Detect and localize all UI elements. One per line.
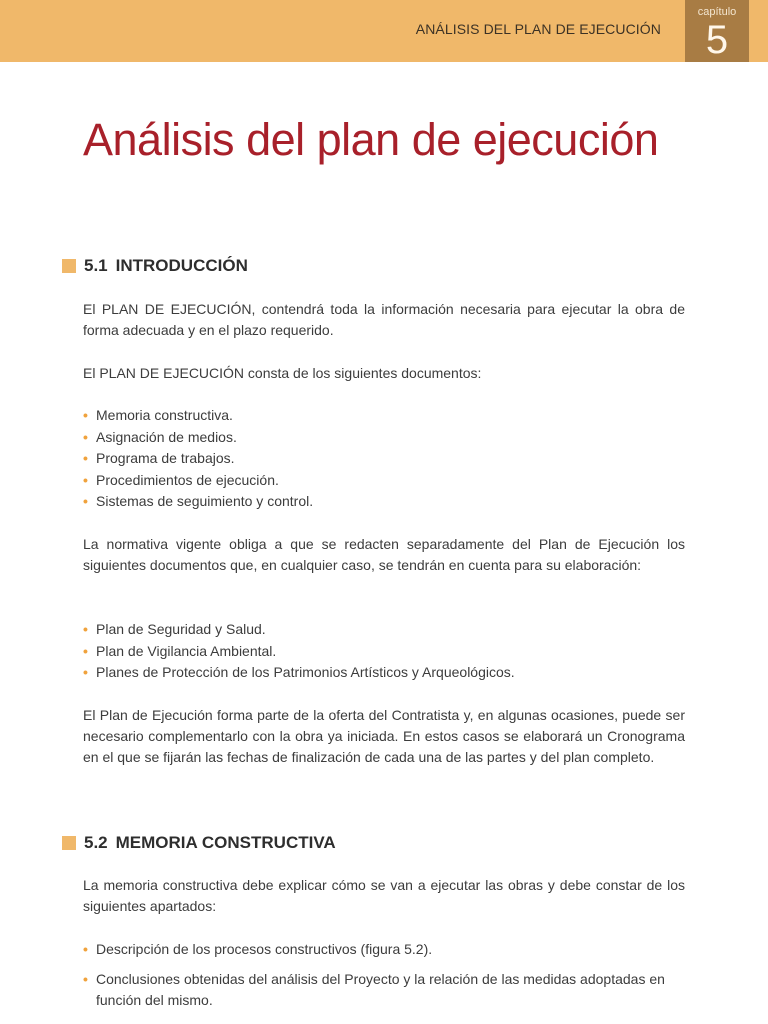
bullet-icon: • — [83, 407, 88, 423]
section-heading-introduccion — [62, 256, 248, 276]
list-item: • Planes de Protección de los Patrimonios Artísticos y Arqueológicos. — [83, 662, 685, 684]
chapter-tab — [685, 0, 749, 62]
bullet-icon: • — [83, 428, 88, 445]
header-bar — [0, 0, 768, 62]
paragraph: La normativa vigente obliga a que se redacten separadamente del Plan de Ejecución los siguientes documentos que, en cualquier caso, se tendrán en cuenta para su elaboración: — [83, 536, 685, 574]
bullet-icon: • — [83, 664, 88, 680]
bullet-icon: • — [83, 621, 88, 637]
list-item: • Sistemas de seguimiento y control. — [83, 491, 685, 513]
paragraph: La memoria constructiva debe explicar cómo se van a ejecutar las obras y debe constar de los siguientes apartados: — [83, 877, 685, 915]
bullet-list-memoria — [83, 939, 685, 1020]
list-item: • Descripción de los procesos constructivos (figura 5.2). — [83, 939, 685, 960]
list-item: • Procedimientos de ejecución. — [83, 470, 685, 492]
list-item: • Plan de Seguridad y Salud. — [83, 619, 685, 641]
chapter-number: 5 — [705, 18, 729, 62]
paragraph: El PLAN DE EJECUCIÓN, contendrá toda la información necesaria para ejecutar la obra de forma adecuada y en el plazo requerido. — [83, 301, 685, 339]
paragraph: El PLAN DE EJECUCIÓN consta de los siguientes documentos: — [83, 365, 482, 381]
bullet-icon: • — [83, 471, 88, 488]
bullet-icon: • — [83, 450, 88, 466]
paragraph: El Plan de Ejecución forma parte de la oferta del Contratista y, en algunas ocasiones, puede ser necesario complementarlo con la obra ya iniciada. En estos casos se elaborará un Cronograma en el que se fijarán las fechas de finalización de cada una de las partes y del plan completo. — [83, 707, 685, 766]
bullet-list-separate-documents — [83, 619, 685, 684]
section-square-marker — [62, 259, 76, 273]
section-number: 5.2 — [84, 833, 108, 852]
bullet-icon: • — [83, 971, 88, 987]
bullet-icon: • — [83, 642, 88, 659]
list-item: • Plan de Vigilancia Ambiental. — [83, 641, 685, 663]
list-item: • Programa de trabajos. — [83, 448, 685, 470]
bullet-list-documents — [83, 405, 685, 513]
chapter-label: capítulo — [697, 6, 737, 18]
section-title: MEMORIA CONSTRUCTIVA — [115, 833, 336, 852]
section-heading-memoria-constructiva — [62, 833, 336, 853]
list-item: • Asignación de medios. — [83, 427, 685, 449]
page-title: Análisis del plan de ejecución — [83, 114, 659, 165]
section-title: INTRODUCCIÓN — [115, 256, 248, 275]
section-number: 5.1 — [84, 256, 108, 275]
list-item: • Memoria constructiva. — [83, 405, 685, 427]
bullet-icon: • — [83, 493, 88, 509]
list-item: • Conclusiones obtenidas del análisis del Proyecto y la relación de las medidas adoptadas en función del mismo. — [83, 971, 665, 1008]
bullet-icon: • — [83, 941, 88, 957]
running-header-title: ANÁLISIS DEL PLAN DE EJECUCIÓN — [415, 21, 661, 37]
section-square-marker — [62, 836, 76, 850]
